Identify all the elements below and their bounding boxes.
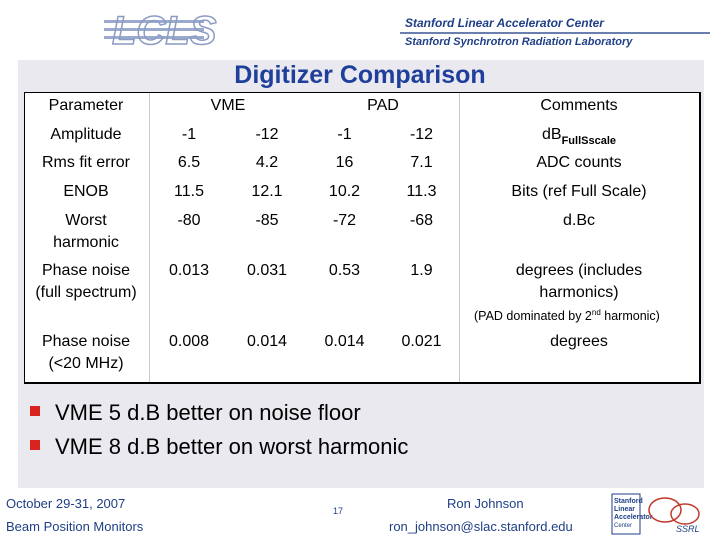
row-harmonic-vme2: -85 (255, 212, 279, 229)
header-comments: Comments (540, 97, 618, 114)
svg-text:Accelerator: Accelerator (614, 514, 653, 521)
note-text-end: harmonic) (600, 309, 660, 324)
row-amplitude-comment (460, 124, 698, 152)
row-rms-comment: ADC counts (536, 154, 622, 171)
row-phase-full-comment-line1: degrees (includes (515, 262, 643, 279)
bullet-text-2: VME 8 d.B better on worst harmonic (55, 434, 409, 459)
row-phase-full-param-line1: Phase noise (41, 262, 131, 279)
row-harmonic-pad1: -72 (332, 212, 357, 229)
lab-name-line1: Stanford Linear Accelerator Center (405, 16, 604, 30)
header-rule (400, 32, 710, 34)
slide-title: Digitizer Comparison (234, 61, 486, 89)
row-phase-20mhz-comment: degrees (550, 333, 608, 350)
row-amplitude-vme2: -12 (255, 126, 279, 143)
row-phase-full-comment-line2: harmonics) (539, 284, 619, 301)
comment-unit-sub: FullSscale (561, 135, 616, 147)
svg-text:LCLS: LCLS (112, 9, 217, 53)
note-superscript: nd (591, 308, 601, 317)
note-text: (PAD dominated by 2 (474, 309, 592, 324)
svg-text:Center: Center (614, 523, 633, 529)
row-rms-param: Rms fit error (42, 154, 130, 171)
bullet-square-icon (30, 440, 40, 450)
row-enob-vme1: 11.5 (174, 183, 204, 200)
footer-email: ron_johnson@slac.stanford.edu (389, 519, 573, 534)
row-phase-20mhz-param-line1: Phase noise (41, 333, 131, 350)
row-enob-vme2: 12.1 (251, 183, 283, 200)
row-phase-full-vme2: 0.031 (246, 262, 288, 279)
svg-text:SSRL: SSRL (676, 524, 700, 534)
row-phase-full-pad2: 1.9 (410, 262, 433, 279)
row-enob-param: ENOB (63, 183, 109, 200)
bullet-text-1: VME 5 d.B better on noise floor (55, 400, 361, 425)
pad-dominated-note (474, 308, 660, 323)
row-phase-full-vme1: 0.013 (168, 262, 210, 279)
row-amplitude-pad1: -1 (337, 126, 352, 143)
row-enob-pad2: 11.3 (406, 183, 437, 200)
lcls-logo (104, 6, 217, 53)
row-harmonic-param-line2: harmonic (53, 234, 119, 251)
lab-name-line2: Stanford Synchrotron Radiation Laboratory (405, 36, 633, 48)
row-rms-pad2: 7.1 (410, 154, 433, 171)
row-phase-20mhz-vme1: 0.008 (168, 333, 210, 350)
row-amplitude-vme1: -1 (181, 126, 197, 143)
row-rms-vme2: 4.2 (255, 154, 279, 171)
comment-unit: dB (542, 126, 562, 143)
row-harmonic-param-line1: Worst (65, 212, 107, 229)
row-phase-20mhz-vme2: 0.014 (246, 333, 288, 350)
row-phase-20mhz-pad2: 0.021 (401, 333, 442, 350)
row-harmonic-comment: d.Bc (562, 212, 595, 229)
row-phase-20mhz-pad1: 0.014 (324, 333, 365, 350)
row-phase-full-pad1: 0.53 (328, 262, 361, 279)
row-amplitude-pad2: -12 (409, 126, 434, 143)
header-bar (0, 0, 720, 58)
row-rms-vme1: 6.5 (177, 154, 201, 171)
footer-date: October 29-31, 2007 (6, 496, 126, 511)
row-phase-full-param-line2: (full spectrum) (35, 284, 137, 301)
footer-author: Ron Johnson (447, 496, 524, 511)
row-harmonic-pad2: -68 (409, 212, 434, 229)
row-amplitude-param: Amplitude (50, 126, 122, 143)
header-pad: PAD (367, 97, 399, 114)
page-number: 17 (333, 506, 344, 516)
bullet-square-icon (30, 406, 40, 416)
row-rms-pad1: 16 (335, 154, 354, 171)
row-harmonic-vme1: -80 (177, 212, 201, 229)
row-enob-comment: Bits (ref Full Scale) (511, 183, 647, 200)
header-parameter: Parameter (48, 97, 124, 114)
svg-text:Linear: Linear (614, 506, 636, 513)
row-enob-pad1: 10.2 (328, 183, 361, 200)
slac-ssrl-logo (610, 492, 710, 536)
svg-text:Stanford: Stanford (614, 498, 643, 505)
footer-event: Beam Position Monitors (6, 519, 144, 534)
row-phase-20mhz-param-line2: (<20 MHz) (48, 355, 124, 372)
header-vme: VME (210, 97, 246, 114)
